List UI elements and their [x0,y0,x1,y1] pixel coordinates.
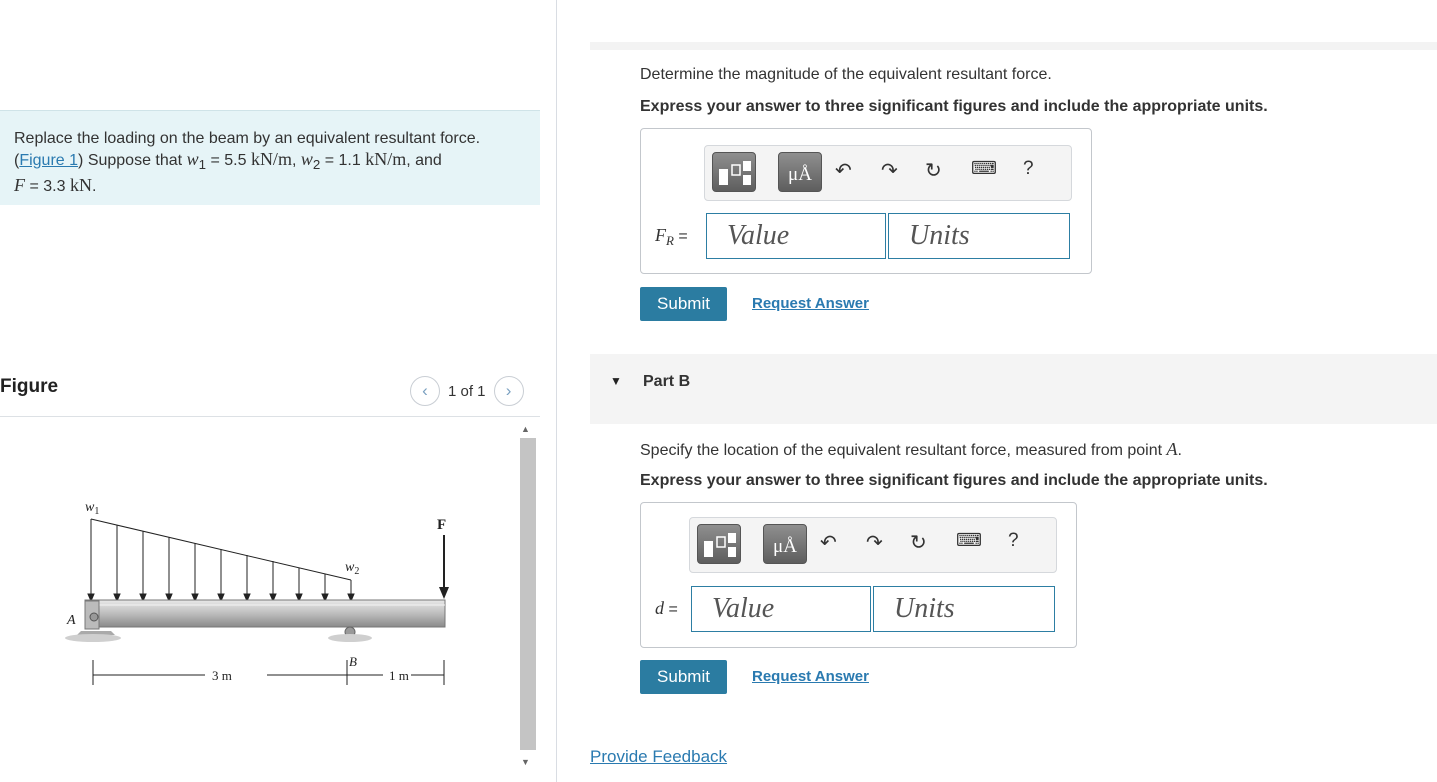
fr-label [655,225,688,249]
keyboard-icon[interactable]: ⌨ [956,530,982,550]
w1-symbol: w [186,149,199,169]
w2-symbol: w [300,149,313,169]
d-symbol: d [655,598,664,618]
part-a-request-answer-link[interactable]: Request Answer [752,295,869,312]
point-b-label: B [349,654,357,669]
figure-pager [410,376,524,406]
provide-feedback-link[interactable]: Provide Feedback [590,747,728,766]
part-b-title: Part B [643,373,691,390]
d-label [655,598,678,619]
beam [85,600,445,627]
roller-support-b [328,627,372,642]
fr-sub: R [666,233,674,249]
part-a-value-input[interactable]: Value [706,213,886,259]
fr-equals: = [678,228,688,245]
w1-label: $w_1$ [85,500,100,517]
chevron-left-icon: ‹ [422,381,428,400]
scroll-down-icon[interactable]: ▼ [521,757,530,767]
w2-label: $w_2$ [345,560,360,577]
d-equals: = [668,601,678,618]
pager-text: 1 of 1 [448,382,486,400]
part-b-header[interactable] [590,354,1437,424]
units-button[interactable]: μÅ [778,152,822,192]
undo-icon[interactable]: ↶ [820,532,837,554]
figure-scrollbar[interactable] [520,438,536,750]
help-icon[interactable]: ? [1008,530,1019,551]
part-b-request-answer-link[interactable]: Request Answer [752,668,869,685]
w2-value: 1.1 [338,152,361,169]
w1-unit: kN/m [250,149,292,169]
part-a-toolbar [704,145,1072,201]
templates-button-b[interactable] [697,524,741,564]
pane-divider[interactable] [556,0,557,782]
part-b-toolbar [689,517,1057,573]
help-icon[interactable]: ? [1023,158,1034,179]
part-a-units-input[interactable]: Units [888,213,1070,259]
template-icon [698,525,742,565]
problem-statement: Replace the loading on the beam by an equivalent resultant force. (Figure 1) Suppose that $w_1 = 5.5$ kN/m, $w_2 = 1.1$ kN/m, and F = 3.3 kN. [0,110,540,205]
figure-divider [0,416,540,417]
part-a-question: Determine the magnitude of the equivalent resultant force. [640,66,1052,83]
problem-sentence: Replace the loading on the beam by an equivalent resultant force. [14,130,481,147]
scroll-up-icon[interactable]: ▲ [521,424,530,434]
F-symbol: F [14,175,25,196]
F-unit: kN [69,175,92,196]
part-b-instruction: Express your answer to three significant figures and include the appropriate units. [640,472,1268,489]
next-figure-button[interactable] [494,376,524,406]
w1-value: 5.5 [224,152,247,169]
and-text: and [415,152,442,169]
w2-sub: 2 [312,157,321,173]
reset-icon[interactable]: ↻ [925,160,942,182]
fr-symbol: F [655,225,666,245]
undo-icon[interactable]: ↶ [835,160,852,182]
w1-sub: 1 [198,157,206,173]
part-b-question-text: Specify the location of the equivalent resultant force, measured from point [640,442,1163,459]
part-a-answer-box [640,128,1092,274]
suppose-text: Suppose that [87,152,183,169]
figure-link[interactable]: Figure 1 [19,152,79,169]
F-value: 3.3 [43,178,66,196]
dim-3m-label: 3 m [212,668,232,683]
w2-unit: kN/m [365,149,407,169]
templates-button[interactable] [712,152,756,192]
keyboard-icon[interactable]: ⌨ [971,158,997,178]
beam-figure [55,495,455,690]
reset-icon[interactable]: ↻ [910,532,927,554]
load-arrows [88,519,354,601]
prev-figure-button[interactable] [410,376,440,406]
template-icon [713,153,757,193]
part-b-value-input[interactable]: Value [691,586,871,632]
part-b-submit-button[interactable]: Submit [640,660,727,694]
dim-1m-label: 1 m [389,668,409,683]
redo-icon[interactable]: ↷ [881,160,898,182]
point-a-ref: A [1166,439,1178,459]
force-label: F [437,517,447,533]
part-b-answer-box [640,502,1077,648]
redo-icon[interactable]: ↷ [866,532,883,554]
caret-down-icon: ▼ [610,374,622,388]
part-b-question: Specify the location of the equivalent resultant force, measured from point A. [640,439,1182,459]
part-a-instruction: Express your answer to three significant figures and include the appropriate units. [640,98,1268,115]
part-b-units-input[interactable]: Units [873,586,1055,632]
units-button-b[interactable]: μÅ [763,524,807,564]
part-a-header-strip [590,42,1437,50]
point-a-label: A [67,613,76,628]
chevron-right-icon: › [505,381,512,400]
part-a-submit-button[interactable]: Submit [640,287,727,321]
figure-title: Figure [0,376,59,397]
